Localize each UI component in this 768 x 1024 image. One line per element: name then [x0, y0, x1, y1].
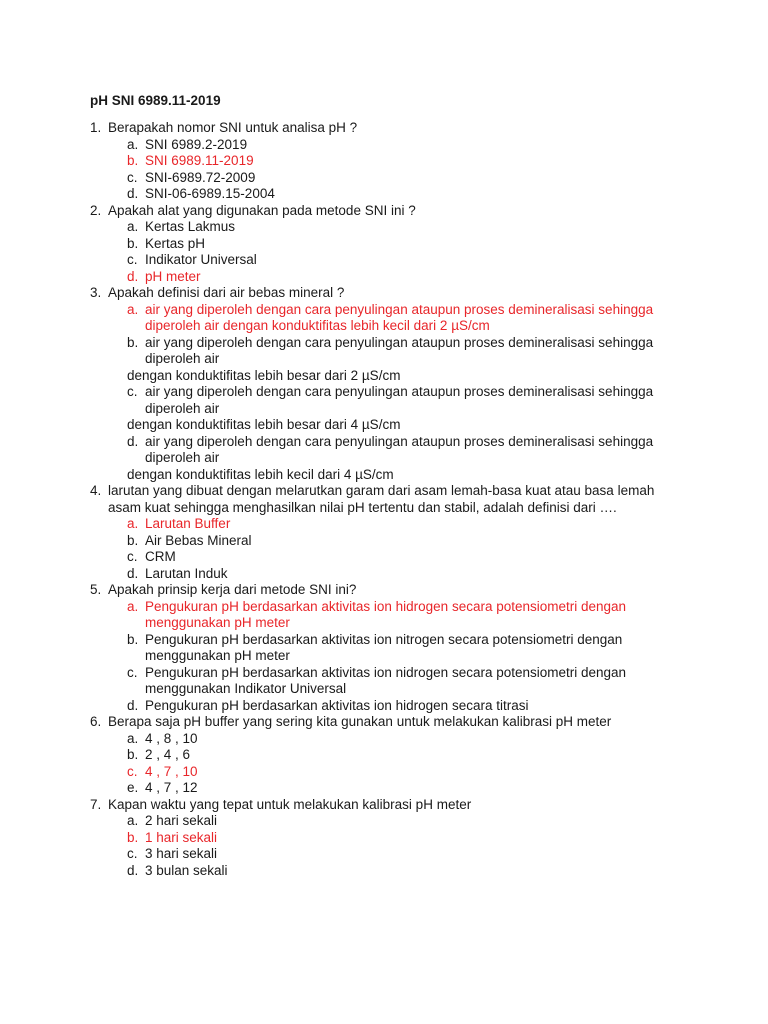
option-letter: a. [127, 136, 139, 152]
option-line: 2 , 4 , 6 [145, 747, 191, 762]
answer-option-correct [127, 599, 690, 632]
question-item [90, 203, 690, 286]
option-letter: a. [127, 730, 139, 746]
option-text [145, 566, 690, 583]
option-letter: a. [127, 813, 139, 828]
answer-option-correct [127, 302, 690, 335]
option-letter: b. [127, 532, 139, 548]
option-line: 4 , 7 , 10 [145, 763, 198, 779]
option-text [145, 813, 690, 830]
option-text [145, 549, 690, 566]
option-letter: b. [127, 153, 139, 168]
option-line: dengan konduktifitas lebih besar dari 2 µS/cm [127, 367, 401, 383]
question-text: Apakah prinsip kerja dari metode SNI ini? [108, 582, 357, 597]
option-text [145, 153, 690, 170]
answer-option-correct [127, 516, 690, 533]
option-text [145, 731, 690, 748]
option-line: Larutan Induk [145, 565, 228, 581]
option-list [108, 516, 690, 582]
question-list [90, 120, 690, 879]
option-line: dengan konduktifitas lebih kecil dari 4 µS/cm [127, 466, 394, 482]
option-letter: d. [127, 697, 139, 713]
option-list [108, 302, 690, 484]
option-letter: d. [127, 862, 139, 878]
answer-option [127, 384, 690, 434]
option-text [127, 384, 690, 434]
option-line: air yang diperoleh dengan cara penyulingan ataupun proses demineralisasi sehingga [145, 384, 654, 399]
question-text: Apakah definisi dari air bebas mineral ? [108, 285, 345, 300]
option-letter: c. [127, 384, 138, 399]
answer-option-correct [127, 269, 690, 286]
option-letter: a. [127, 598, 139, 614]
option-line: Kertas Lakmus [145, 219, 236, 234]
option-text [145, 269, 690, 286]
question-item [90, 483, 690, 582]
option-line: air yang diperoleh dengan cara penyulingan ataupun proses demineralisasi sehingga [145, 334, 654, 350]
option-text [145, 846, 690, 863]
option-text [145, 236, 690, 253]
option-text [145, 747, 690, 764]
answer-option [127, 252, 690, 269]
option-letter: a. [127, 219, 139, 234]
option-letter: b. [127, 747, 139, 762]
answer-option [127, 747, 690, 764]
answer-option [127, 219, 690, 236]
answer-option [127, 780, 690, 797]
option-list [108, 599, 690, 715]
option-text [145, 863, 690, 880]
document-title: pH SNI 6989.11-2019 [90, 93, 221, 108]
option-text [127, 334, 690, 385]
answer-option [127, 186, 690, 203]
answer-option [127, 137, 690, 154]
question-item [90, 120, 690, 203]
option-text [145, 252, 690, 269]
option-line: 4 , 8 , 10 [145, 730, 198, 746]
option-text [145, 219, 690, 236]
option-line: air yang diperoleh dengan cara penyulingan ataupun proses demineralisasi sehingga [145, 301, 654, 317]
option-line: SNI-6989.72-2009 [145, 169, 256, 185]
option-line: air yang diperoleh dengan cara penyulingan ataupun proses demineralisasi sehingga [145, 433, 654, 449]
option-text [145, 665, 690, 698]
question-number: 7. [90, 796, 102, 812]
option-line: Indikator Universal [145, 252, 257, 267]
question-text: Berapa saja pH buffer yang sering kita gunakan untuk melakukan kalibrasi pH meter [108, 714, 612, 729]
option-text [145, 632, 690, 665]
option-text [145, 830, 690, 847]
option-text [145, 170, 690, 187]
answer-option [127, 731, 690, 748]
question-number: 4. [90, 483, 102, 498]
option-line: Pengukuran pH berdasarkan aktivitas ion nidrogen secara potensiometri dengan [145, 664, 627, 680]
option-line: CRM [145, 549, 176, 564]
option-line: Air Bebas Mineral [145, 532, 252, 548]
option-text [145, 698, 690, 715]
question-text: Apakah alat yang digunakan pada metode SNI ini ? [108, 202, 416, 218]
answer-option-correct [127, 830, 690, 847]
answer-option [127, 665, 690, 698]
option-letter: d. [127, 186, 139, 201]
option-list [108, 219, 690, 285]
option-letter: c. [127, 549, 138, 564]
answer-option-correct [127, 764, 690, 781]
option-line: Pengukuran pH berdasarkan aktivitas ion nitrogen secara potensiometri dengan [145, 631, 623, 647]
answer-option [127, 846, 690, 863]
answer-option [127, 170, 690, 187]
option-text [145, 764, 690, 781]
option-text [145, 302, 690, 335]
answer-option [127, 533, 690, 550]
option-letter: a. [127, 516, 139, 531]
question-number: 1. [90, 120, 102, 135]
answer-option [127, 549, 690, 566]
question-text: Berapakah nomor SNI untuk analisa pH ? [108, 120, 358, 135]
option-letter: b. [127, 631, 139, 647]
answer-option [127, 632, 690, 665]
option-letter: a. [127, 301, 139, 317]
answer-option [127, 863, 690, 880]
option-line: 3 bulan sekali [145, 862, 228, 878]
option-line: SNI 6989.11-2019 [145, 153, 254, 168]
option-line: Kertas pH [145, 235, 206, 251]
option-line: SNI 6989.2-2019 [145, 136, 248, 152]
option-letter: d. [127, 565, 139, 581]
option-text [145, 186, 690, 203]
option-list [108, 731, 690, 797]
option-letter: c. [127, 664, 138, 680]
question-item [90, 582, 690, 714]
option-line: 3 hari sekali [145, 846, 218, 861]
option-line: diperoleh air dengan konduktifitas lebih kecil dari 2 µS/cm [145, 318, 490, 333]
question-item [90, 714, 690, 797]
option-list [108, 137, 690, 203]
question-item [90, 797, 690, 880]
answer-option [127, 813, 690, 830]
answer-option [127, 434, 690, 484]
option-text [145, 516, 690, 533]
option-line: menggunakan Indikator Universal [145, 681, 347, 696]
option-line: 1 hari sekali [145, 829, 218, 845]
option-letter: d. [127, 433, 139, 449]
answer-option [127, 698, 690, 715]
option-line: Larutan Buffer [145, 516, 231, 531]
option-line: pH meter [145, 268, 201, 284]
option-line: diperoleh air [145, 450, 220, 465]
option-letter: c. [127, 846, 138, 861]
option-letter: b. [127, 235, 139, 251]
answer-option [127, 236, 690, 253]
question-number: 2. [90, 202, 102, 218]
answer-option-correct [127, 153, 690, 170]
option-letter: c. [127, 252, 138, 267]
option-line: menggunakan pH meter [145, 648, 290, 663]
option-line: 2 hari sekali [145, 813, 218, 828]
option-line: diperoleh air [145, 400, 220, 416]
option-line: diperoleh air [145, 351, 220, 366]
option-line: menggunakan pH meter [145, 615, 290, 630]
option-letter: c. [127, 169, 138, 185]
option-letter: c. [127, 763, 138, 779]
option-text [145, 780, 690, 797]
option-text [127, 433, 690, 484]
option-list [108, 813, 690, 879]
question-text: Kapan waktu yang tepat untuk melakukan kalibrasi pH meter [108, 796, 472, 812]
option-text [145, 137, 690, 154]
option-line: Pengukuran pH berdasarkan aktivitas ion hidrogen secara titrasi [145, 697, 529, 713]
question-number: 5. [90, 582, 102, 597]
option-line: SNI-06-6989.15-2004 [145, 186, 275, 201]
option-letter: b. [127, 829, 139, 845]
answer-option [127, 335, 690, 385]
option-letter: e. [127, 780, 139, 795]
option-text [145, 533, 690, 550]
option-text [145, 599, 690, 632]
option-letter: d. [127, 268, 139, 284]
question-number: 6. [90, 714, 102, 729]
option-line: dengan konduktifitas lebih besar dari 4 µS/cm [127, 417, 401, 432]
question-item [90, 285, 690, 483]
answer-option [127, 566, 690, 583]
question-text: larutan yang dibuat dengan melarutkan garam dari asam lemah-basa kuat atau basa lemah asam kuat sehingga menghasilkan nilai pH tertentu dan stabil, adalah definisi dari …. [108, 483, 655, 515]
option-line: 4 , 7 , 12 [145, 780, 198, 795]
question-number: 3. [90, 285, 102, 300]
option-letter: b. [127, 334, 139, 350]
option-line: Pengukuran pH berdasarkan aktivitas ion hidrogen secara potensiometri dengan [145, 598, 627, 614]
